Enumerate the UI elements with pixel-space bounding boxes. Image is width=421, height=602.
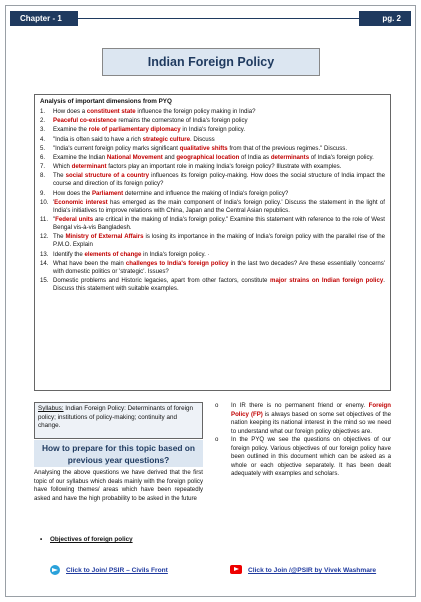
pyq-keyword: strategic culture	[142, 135, 190, 143]
pyq-text: How does the	[53, 189, 92, 197]
pyq-text: '	[53, 198, 55, 206]
pyq-text: from that of the previous regimes." Discuss.	[227, 144, 348, 152]
analysis-paragraph: Analysing the above questions we have derived that the first topic of our syllabus which deals mainly with the foreign policy have following themes/ areas which have been repeatedly asked and have the high probability to be asked in the future	[34, 469, 203, 502]
youtube-join-link[interactable]: Click to Join /@PSIR by Vivek Washmare	[248, 567, 377, 574]
objectives-bullet	[40, 536, 133, 543]
pyq-keyword: role of parliamentary diplomacy	[88, 126, 181, 134]
telegram-icon[interactable]	[50, 565, 60, 575]
pyq-text: How does a	[53, 108, 87, 115]
pyq-question	[40, 277, 385, 293]
pyq-question-number: 8.	[40, 172, 46, 180]
right-item-1-text-a: In IR there is no permanent friend or enemy.	[231, 402, 369, 409]
pyq-keyword: qualitative shifts	[179, 144, 228, 152]
circle-bullet-icon: o	[215, 436, 219, 443]
syllabus-text: Indian Foreign Policy: Determinants of foreign policy; institutions of policy-making; continuity and change.	[38, 405, 194, 430]
pyq-text: . Discuss this statement with suitable examples.	[53, 277, 385, 293]
pyq-keyword: Peaceful co-existence	[53, 117, 117, 125]
pyq-text: Examine the	[53, 126, 89, 134]
pyq-keyword: Ministry of External Affairs	[65, 233, 144, 241]
pyq-question	[40, 145, 385, 153]
objectives-bullet-text: Objectives of foreign policy	[50, 536, 133, 543]
pyq-keyword: challenges to India's foreign policy	[125, 259, 229, 267]
syllabus-box	[34, 402, 203, 439]
prepare-heading: How to prepare for this topic based on previous year questions?	[34, 440, 203, 467]
pyq-text: Which	[53, 163, 72, 171]
pyq-text: has emerged as the main component of India's foreign policy.' Discuss the statement in the light of India's initiatives to improve relations with China, Japan and the Central Asian republics.	[53, 198, 385, 214]
pyq-text: Domestic problems and Historic legacies, apart from other factors, constitute	[53, 277, 271, 285]
youtube-icon[interactable]	[230, 565, 242, 574]
right-item-2	[215, 436, 391, 479]
right-column	[215, 402, 391, 479]
pyq-text: Identify the	[53, 250, 85, 258]
pyq-keyword: major strains on Indian foreign policy	[270, 277, 384, 285]
pyq-question-number: 7.	[40, 163, 46, 171]
pyq-question-number: 13.	[40, 250, 49, 258]
pyq-question	[40, 216, 385, 232]
pyq-keyword: National Movement	[106, 153, 163, 161]
circle-bullet-icon: o	[215, 402, 219, 409]
page-title: Indian Foreign Policy	[102, 48, 320, 76]
pyq-question	[40, 126, 385, 134]
bullet-dot-icon: •	[40, 536, 43, 543]
pyq-question	[40, 199, 385, 215]
pyq-text: influences its foreign policy-making. How does the social structure of India impact the course and direction of its foreign policy?	[53, 172, 385, 188]
pyq-text: of India as	[239, 153, 271, 161]
pyq-text: remains the cornerstone of India's foreign policy	[116, 117, 248, 125]
right-item-2-text: In the PYQ we see the questions on objectives of our foreign policy. Various objectives of our foreign policy have been outlined in this document which can be asked as a whole or each objective separately. It has been dealt adequately with examples and scholars.	[231, 436, 391, 477]
pyq-question-number: 10.	[40, 198, 49, 206]
pyq-question-number: 5.	[40, 144, 46, 152]
pyq-heading: Analysis of important dimensions from PYQ	[40, 98, 172, 105]
pyq-text: Examine the Indian	[53, 153, 107, 161]
pyq-question	[40, 233, 385, 249]
pyq-question	[40, 108, 385, 116]
pyq-question-number: 1.	[40, 108, 46, 115]
pyq-text: The	[53, 172, 66, 180]
pyq-keyword: elements of change	[84, 250, 142, 258]
pyq-text: and	[162, 153, 177, 161]
pyq-keyword: Parliament	[91, 189, 124, 197]
pyq-question	[40, 136, 385, 144]
right-item-1-highlight: Foreign Policy (FP)	[231, 402, 391, 418]
pyq-text: influence the foreign policy making in India?	[135, 108, 256, 115]
pyq-question	[40, 154, 385, 162]
pyq-question	[40, 190, 385, 198]
pyq-question-number: 2.	[40, 117, 46, 125]
pyq-question	[40, 260, 385, 276]
pyq-question-number: 14.	[40, 259, 49, 267]
chapter-label: Chapter - 1	[10, 11, 78, 26]
pyq-box	[34, 94, 391, 391]
pyq-question-number: 15.	[40, 277, 49, 285]
pyq-keyword: Federal units	[55, 216, 94, 224]
pyq-text: is losing its importance in the making of India's foreign policy with the parallel rise of the P.M.O. Explain	[53, 233, 386, 249]
pyq-question-number: 4.	[40, 135, 46, 143]
pyq-question	[40, 251, 385, 259]
right-item-1	[215, 402, 391, 436]
pyq-keyword: geographical location	[176, 153, 240, 161]
pyq-keyword: constituent state	[86, 108, 136, 115]
pyq-question-number: 6.	[40, 153, 46, 161]
pyq-text: "India's current foreign policy marks significant	[53, 144, 180, 152]
pyq-text: in the last two decades? Are these essentially 'concerns' with domestic politics or 'strategic'. Issues?	[53, 259, 386, 275]
pyq-question	[40, 163, 385, 171]
pyq-text: "	[53, 216, 56, 224]
pyq-text: What have been the main	[53, 259, 126, 267]
pyq-keyword: determinant	[71, 163, 107, 171]
pyq-question-list	[40, 108, 385, 293]
pyq-text: "India is often said to have a rich	[53, 135, 143, 143]
pyq-question	[40, 172, 385, 188]
right-item-1-text-b: is always based on some set objectives of the nation keeping its national interest in the mind so we need to understand what our foreign policy objectives are.	[231, 410, 391, 435]
header-rule	[78, 18, 359, 19]
pyq-question-number: 9.	[40, 189, 46, 197]
pyq-keyword: determinants	[270, 153, 310, 161]
pyq-text: . Discuss	[189, 135, 215, 143]
pyq-text: in India's foreign policy. ·	[141, 250, 210, 258]
pyq-keyword: social structure of a country	[65, 172, 150, 180]
pyq-question	[40, 117, 385, 125]
pyq-question-number: 12.	[40, 233, 49, 241]
syllabus-label: Syllabus:	[38, 405, 64, 412]
pyq-text: of India's foreign policy.	[309, 153, 374, 161]
pyq-text: determine and influence the making of India's foreign policy?	[123, 189, 289, 197]
pyq-question-number: 3.	[40, 126, 46, 134]
pyq-keyword: Economic interest	[54, 198, 108, 206]
pyq-text: in India's foreign policy.	[180, 126, 246, 134]
telegram-join-link[interactable]: Click to Join/ PSIR – Civils Front	[66, 567, 168, 574]
pyq-text: are critical in the making of India's foreign policy." Examine this statement with reference to the role of West Bengal vis-à-vis Bangladesh.	[53, 216, 385, 232]
pyq-text: The	[53, 233, 66, 241]
page-number: pg. 2	[359, 11, 411, 26]
pyq-text: factors play an important role in making India's foreign policy? Illustrate with examples.	[106, 163, 342, 171]
pyq-question-number: 11.	[40, 216, 49, 224]
